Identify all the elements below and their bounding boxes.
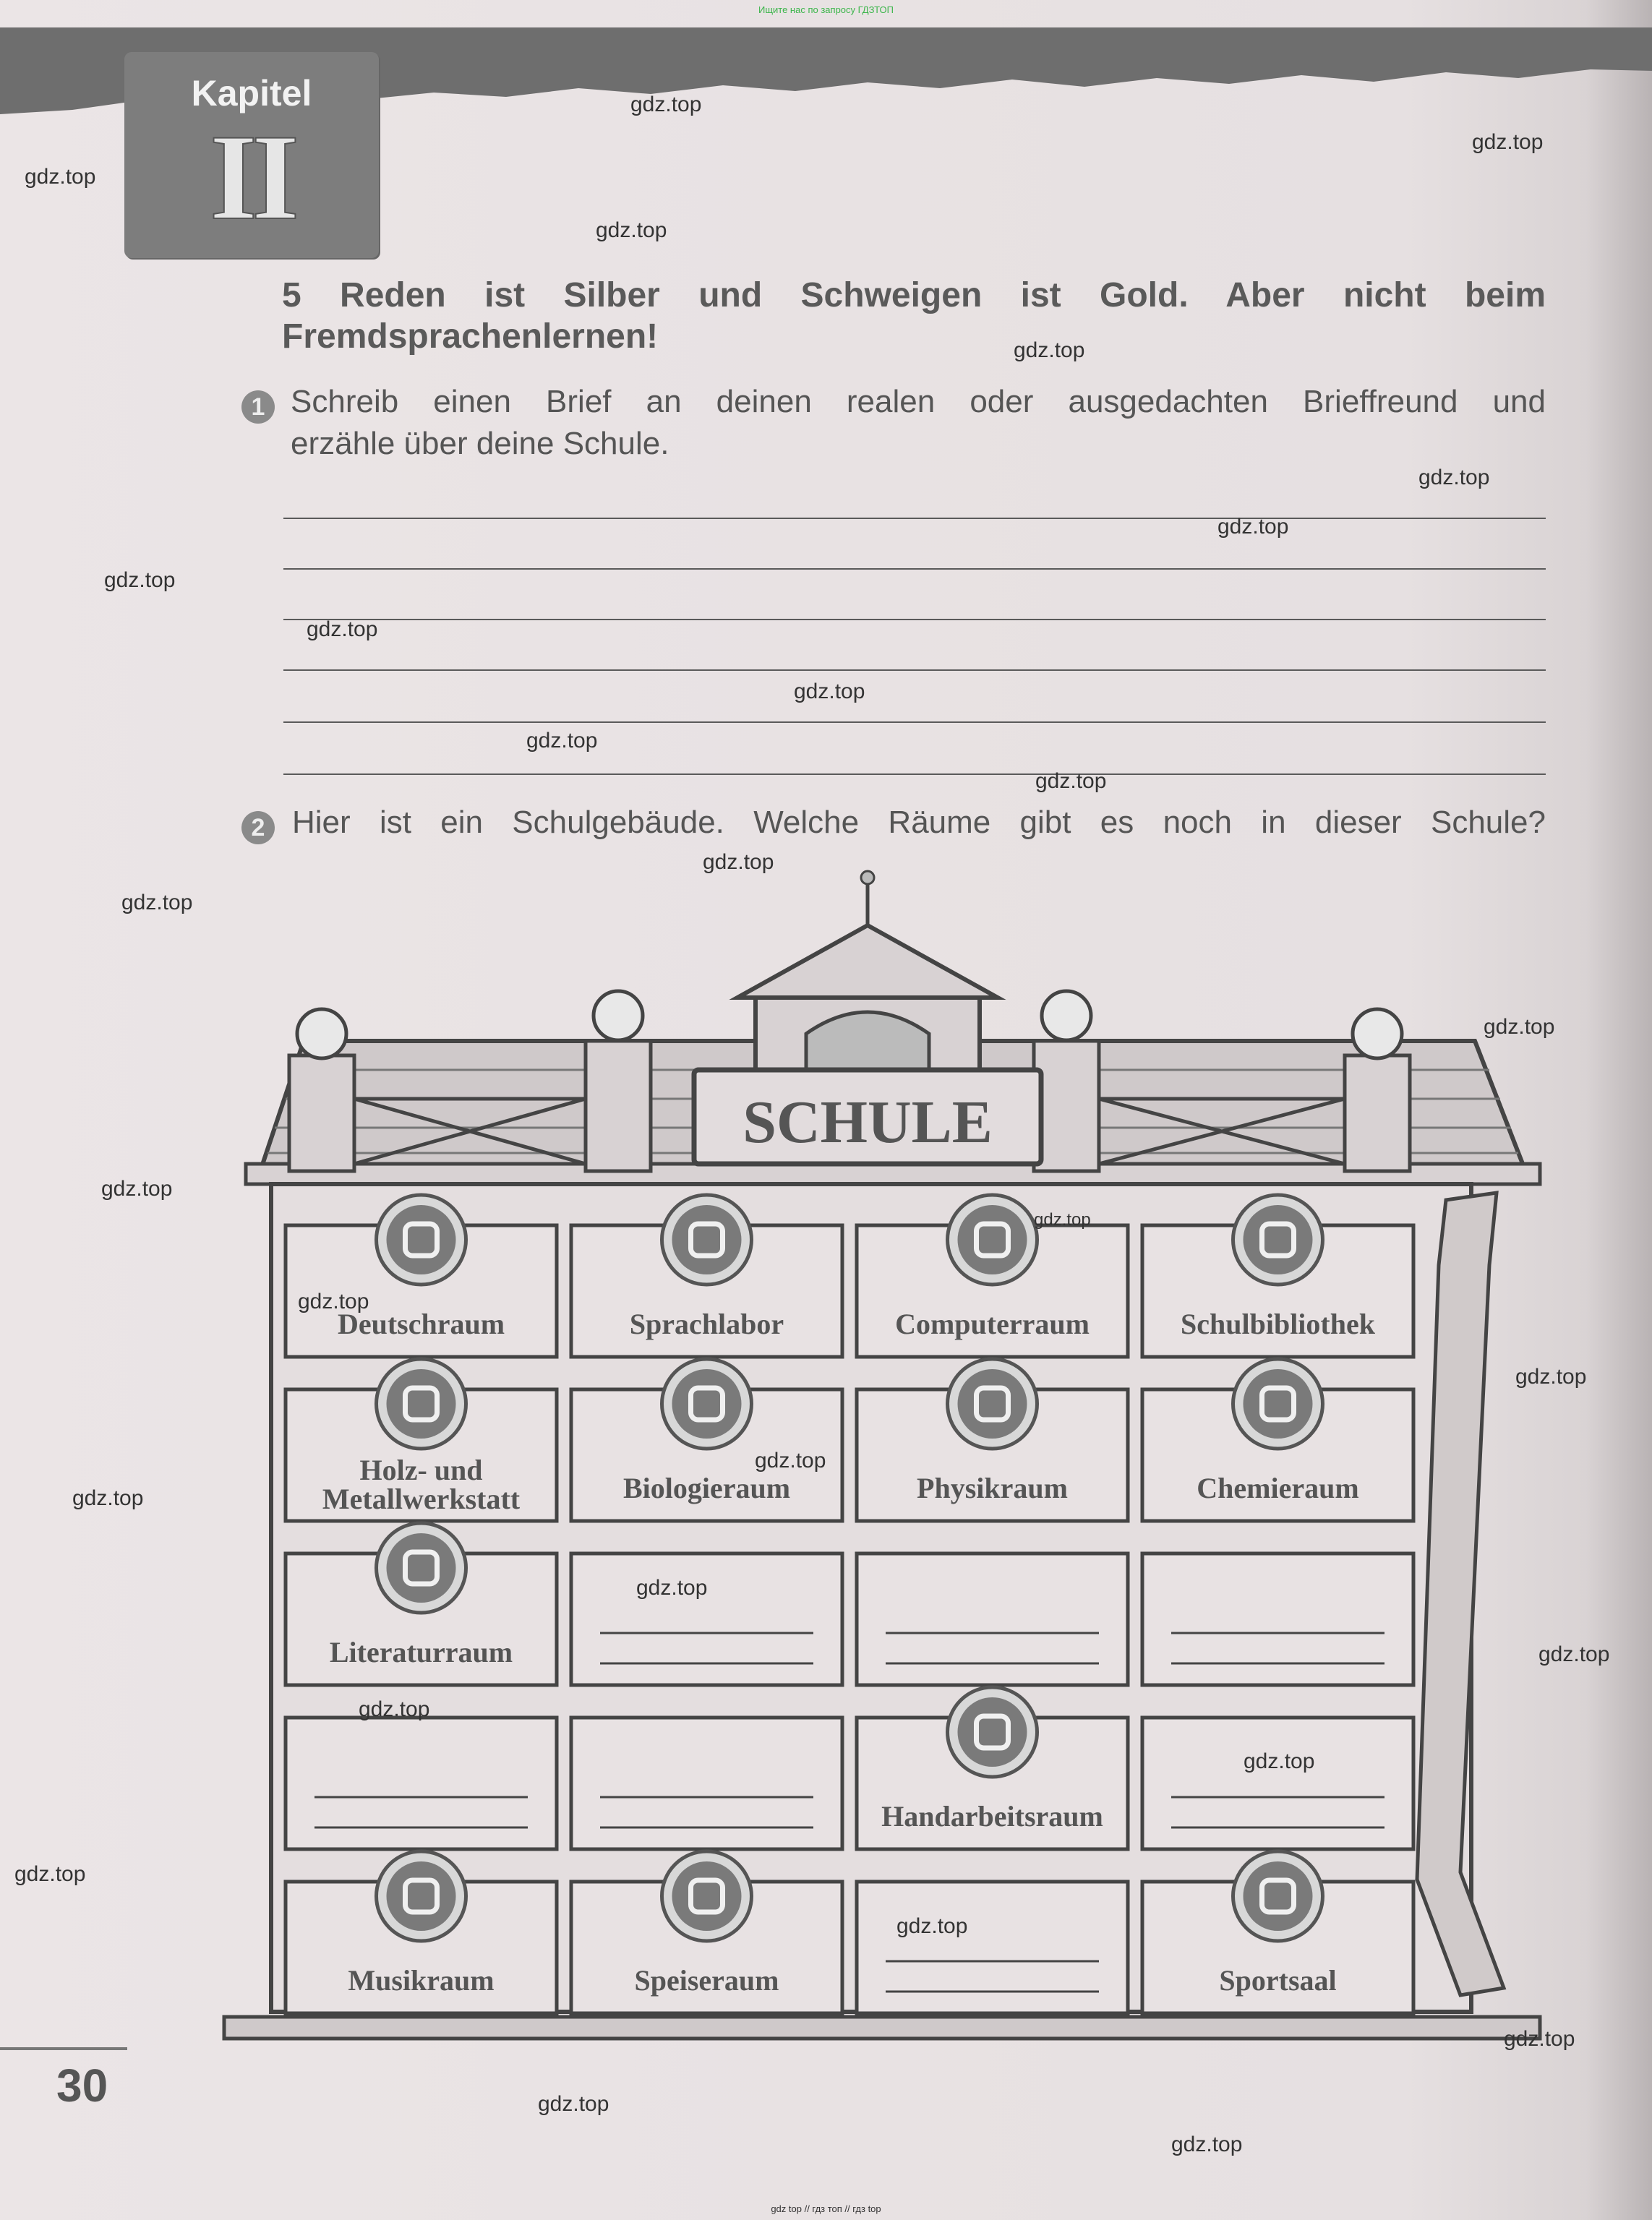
school-sign: SCHULE xyxy=(742,1089,993,1156)
room-cell[interactable] xyxy=(1142,1553,1413,1685)
page-number-rule xyxy=(0,2047,127,2050)
task-1-number: 1 xyxy=(241,390,275,424)
task-1-text-line2: erzähle über deine Schule. xyxy=(291,426,669,461)
room-cell[interactable] xyxy=(286,1718,557,1849)
watermark: gdz.top xyxy=(526,729,598,753)
room-label: Schulbibliothek xyxy=(1180,1308,1376,1340)
answer-line[interactable] xyxy=(283,518,1546,519)
watermark: gdz.top xyxy=(14,1862,86,1886)
room-label: Sprachlabor xyxy=(629,1308,784,1340)
room-cell[interactable] xyxy=(571,1553,842,1685)
letter-a-icon xyxy=(377,1195,466,1285)
page-number: 30 xyxy=(56,2060,108,2112)
watermark: gdz.top xyxy=(794,680,865,703)
open-book-icon xyxy=(377,1523,466,1613)
watermark: gdz.top xyxy=(755,1449,826,1473)
watermark: gdz.top xyxy=(1538,1642,1610,1666)
room-label: Sportsaal xyxy=(1219,1964,1337,1997)
watermark: gdz.top xyxy=(1035,769,1107,793)
task-2-number: 2 xyxy=(241,811,275,844)
books-icon xyxy=(1233,1195,1323,1285)
watermark: gdz.top xyxy=(1244,1749,1315,1773)
bottom-note: gdz top // гдз топ // гдз top xyxy=(771,2203,881,2214)
magnet-icon xyxy=(948,1359,1037,1449)
watermark: gdz.top xyxy=(72,1486,144,1510)
room-label: Holz- und xyxy=(359,1454,483,1486)
watermark: gdz.top xyxy=(1484,1015,1555,1039)
basketball-icon xyxy=(1233,1851,1323,1941)
watermark: gdz.top xyxy=(630,93,702,116)
flask-icon xyxy=(1233,1359,1323,1449)
answer-line[interactable] xyxy=(283,669,1546,671)
room-label-line2: Metallwerkstatt xyxy=(322,1483,521,1515)
watermark: gdz.top xyxy=(307,617,378,641)
watermark: gdz.top xyxy=(1171,2133,1243,2156)
hammer-icon xyxy=(377,1359,466,1449)
leaf-icon xyxy=(662,1359,752,1449)
room-cell[interactable] xyxy=(857,1882,1128,2013)
steaming-bowl-icon xyxy=(662,1851,752,1941)
watermark: gdz.top xyxy=(896,1914,968,1938)
answer-line[interactable] xyxy=(283,568,1546,570)
room-label: Speiseraum xyxy=(634,1964,779,1997)
watermark: gdz.top xyxy=(596,218,667,242)
computer-icon xyxy=(948,1195,1037,1285)
section-title-line1: 5 Reden ist Silber und Schweigen ist Gold. Aber nicht beim xyxy=(282,276,1546,314)
room-label: Literaturraum xyxy=(329,1636,513,1668)
headphones-icon xyxy=(662,1195,752,1285)
room-label: Handarbeitsraum xyxy=(881,1800,1103,1833)
room-label: Computerraum xyxy=(895,1308,1090,1340)
watermark: gdz.top xyxy=(636,1576,708,1600)
section-title-line2: Fremdsprachenlernen! xyxy=(282,317,659,356)
music-note-icon xyxy=(377,1851,466,1941)
room-label: Physikraum xyxy=(917,1472,1068,1504)
watermark: gdz.top xyxy=(703,850,774,874)
watermark: gdz.top xyxy=(1014,338,1085,362)
task-1-text-line1: Schreib einen Brief an deinen realen oder ausgedachten Brieffreund und xyxy=(291,384,1546,419)
watermark: gdz.top xyxy=(1217,515,1289,539)
room-label: Biologieraum xyxy=(622,1472,791,1504)
room-cell[interactable] xyxy=(857,1553,1128,1685)
watermark: gdz.top xyxy=(538,2092,609,2116)
answer-line[interactable] xyxy=(283,619,1546,620)
watermark: gdz.top xyxy=(298,1290,369,1313)
watermark: gdz.top xyxy=(121,891,193,914)
thread-spool-icon xyxy=(948,1687,1037,1777)
room-label: Chemieraum xyxy=(1197,1472,1359,1504)
watermark: gdz.top xyxy=(359,1697,430,1721)
room-label: Deutschraum xyxy=(337,1308,505,1340)
school-building-illustration xyxy=(217,860,1562,2089)
watermark: gdz.top xyxy=(25,165,96,189)
answer-line[interactable] xyxy=(283,721,1546,723)
room-label: Musikraum xyxy=(348,1964,495,1997)
watermark: gdz.top xyxy=(1034,1210,1091,1230)
chapter-number: II xyxy=(209,109,294,245)
task-2-text: Hier ist ein Schulgebäude. Welche Räume gibt es noch in dieser Schule? xyxy=(292,805,1546,840)
watermark: gdz.top xyxy=(1418,466,1490,489)
room-cell[interactable] xyxy=(1142,1718,1413,1849)
answer-line[interactable] xyxy=(283,773,1546,775)
top-note: Ищите нас по запросу ГДЗТОП xyxy=(758,4,894,15)
watermark: gdz.top xyxy=(101,1177,173,1201)
chapter-badge xyxy=(124,52,379,258)
watermark: gdz.top xyxy=(104,568,176,592)
watermark: gdz.top xyxy=(1472,130,1544,154)
chapter-word: Kapitel xyxy=(191,73,312,113)
room-cell[interactable] xyxy=(571,1718,842,1849)
watermark: gdz.top xyxy=(1515,1365,1587,1389)
watermark: gdz.top xyxy=(1504,2027,1575,2051)
